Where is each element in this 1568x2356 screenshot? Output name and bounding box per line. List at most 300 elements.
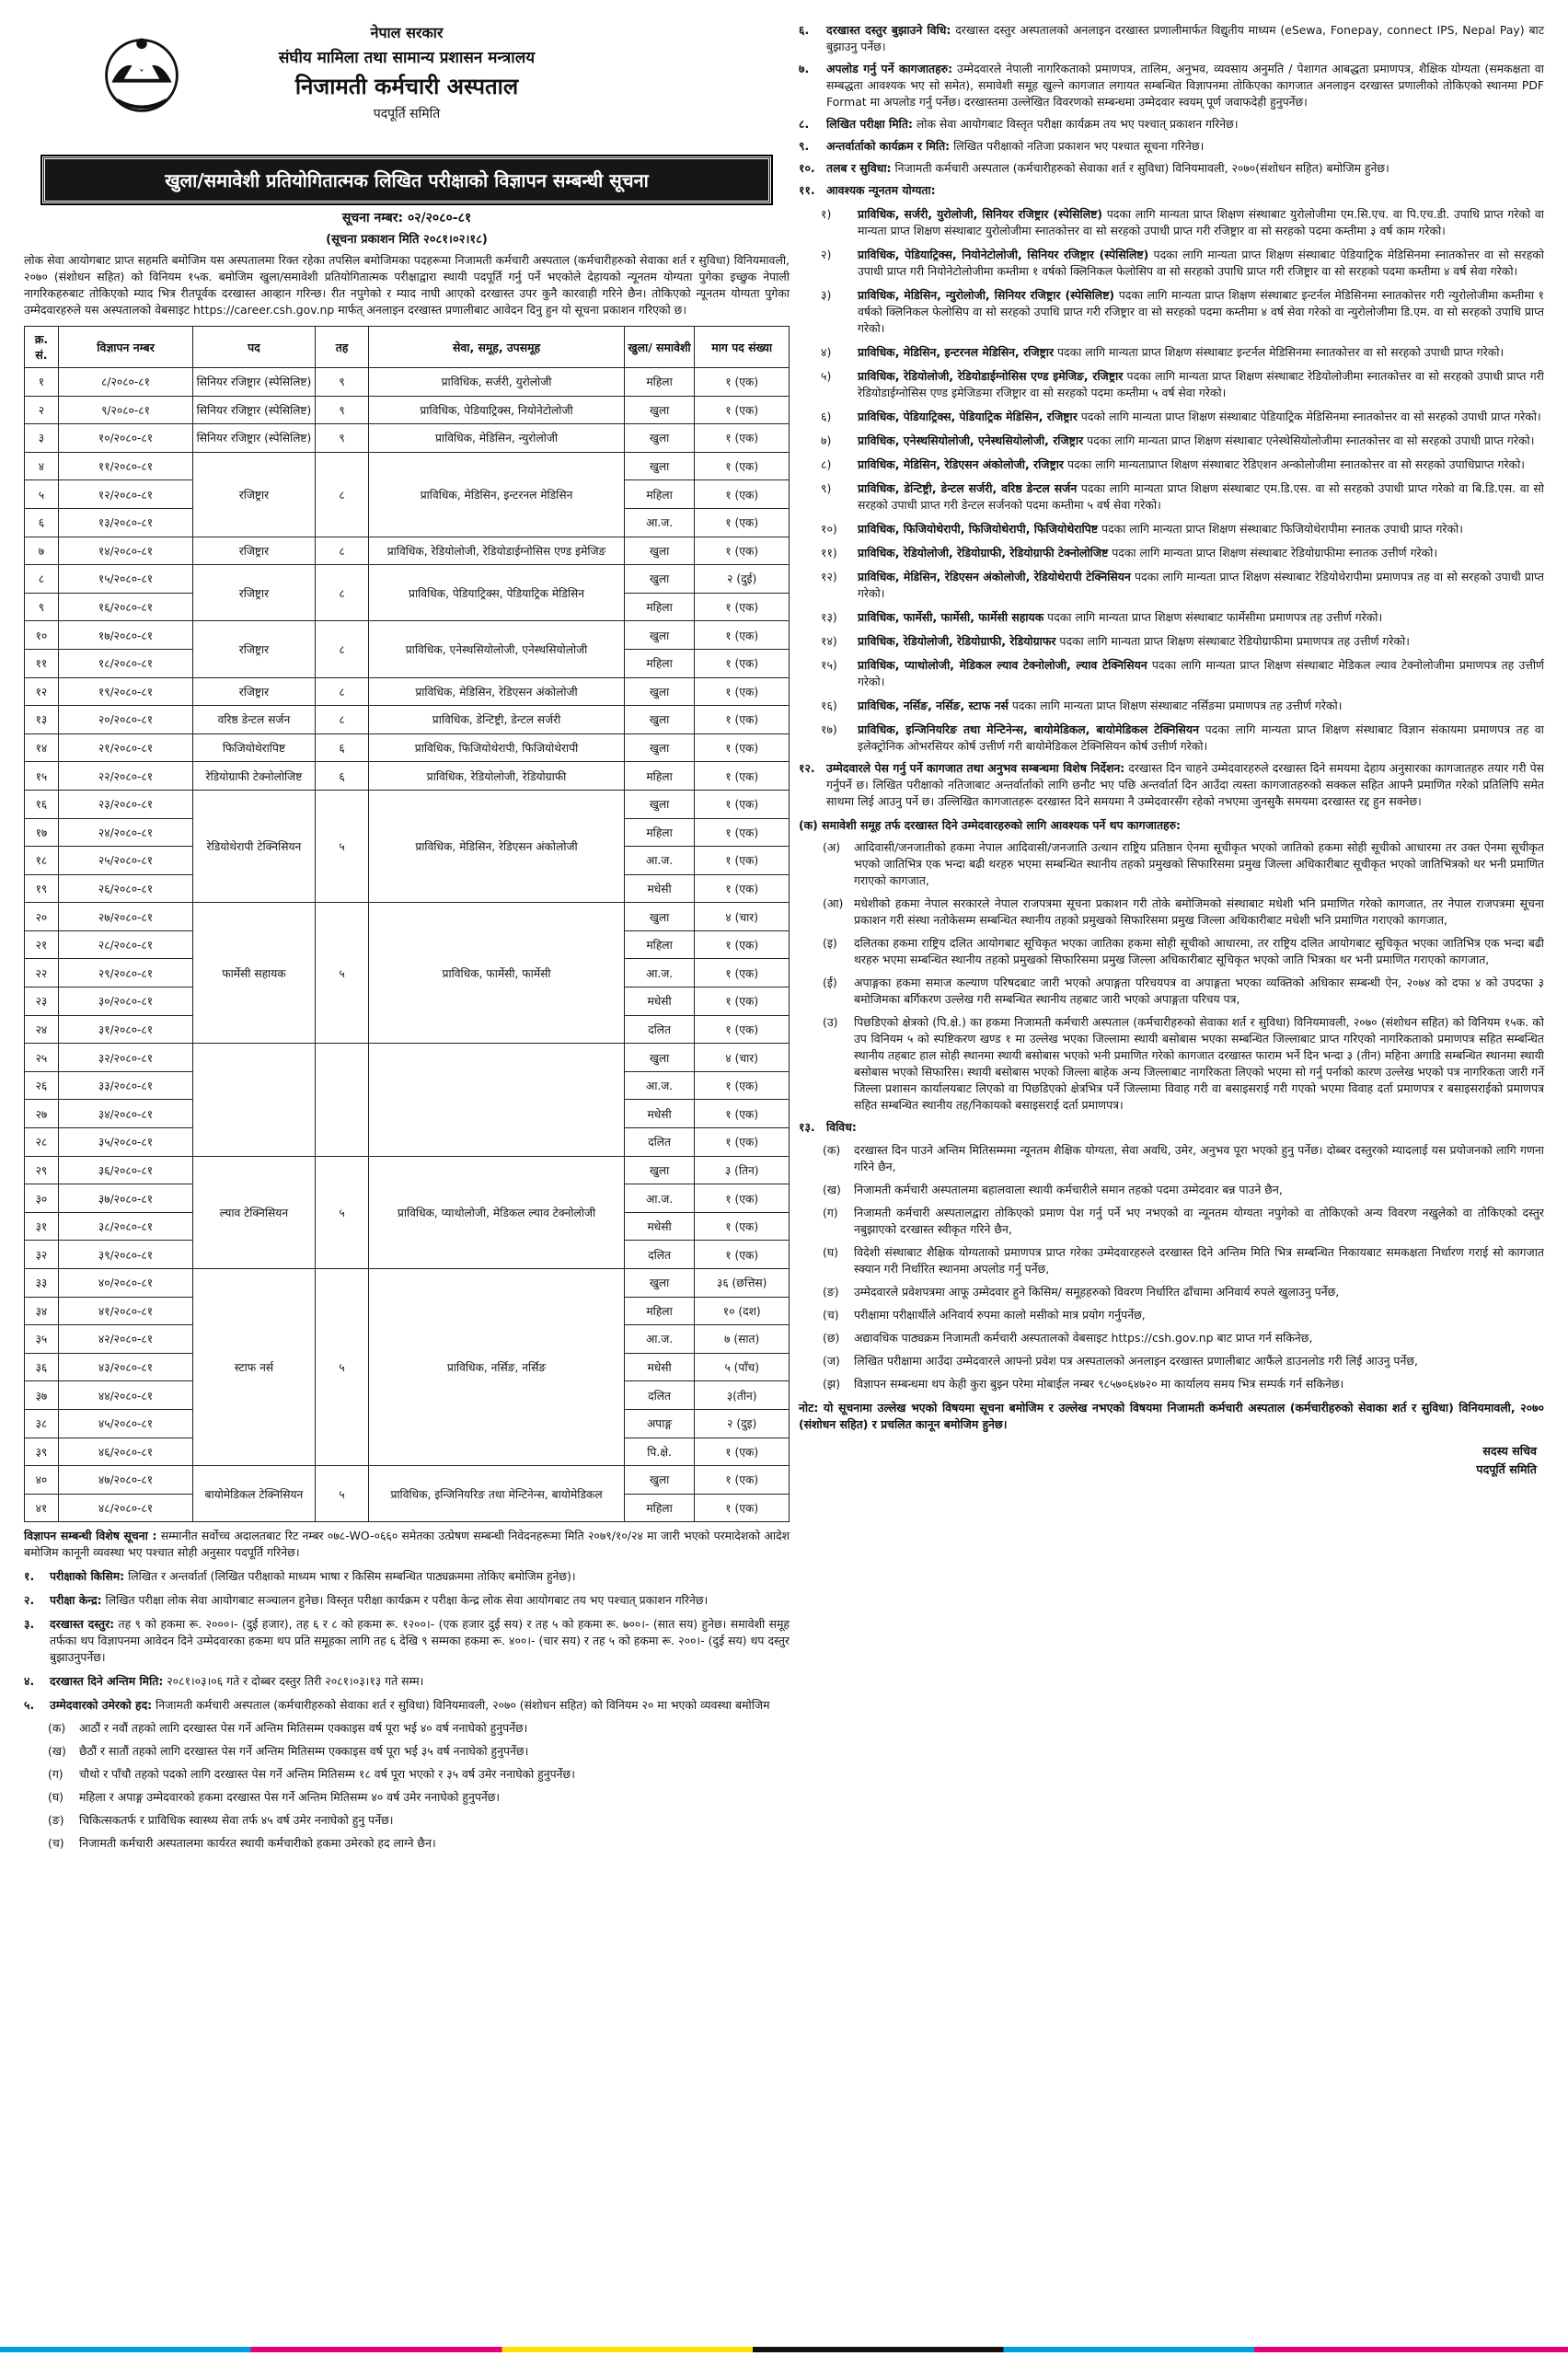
cell-service: प्राविधिक, पेडियाट्रिक्स, पेडियाट्रिक मेडिसिन <box>369 565 624 621</box>
qualification-item <box>799 344 1544 361</box>
footnote: नोट: यो सूचनामा उल्लेख भएको विषयमा सूचना बमोजिम र उल्लेख नभएको विषयमा निजामती कर्मचारी अस्पताल (कर्मचारीहरुको सेवाका शर्त र सुविधा) विनियमावली, २०७० (संशोधन सहित) र प्रचलित कानून बमोजिम हुनेछ। <box>799 1401 1544 1431</box>
cell-post <box>193 1044 316 1156</box>
qualification-item <box>799 609 1544 626</box>
cell-adv-no: १३/२०८०-८१ <box>58 508 192 537</box>
cell-adv-no: ३३/२०८०-८१ <box>58 1071 192 1100</box>
cell-level: ९ <box>315 424 369 453</box>
qualification-text: पदका लागि मान्यता प्राप्त शिक्षण संस्थाबाट इन्टर्नल मेडिसिनमा स्नातकोत्तर गरी न्युरोलोजीमा कम्तीमा १ वर्षको क्लिनिकल फेलोसिप वा सो सरहको उपाधि प्राप्त गरी रजिष्ट्रार वा सो सरहको पदमा कम्तीमा ४ वर्ष सेवा गरेको वा न्युरोलोजीमा डि.एम. वा सो सरहको उपाधि प्राप्त गरेको। <box>858 288 1544 335</box>
cell-group: दलित <box>624 1381 695 1410</box>
cell-sn: २२ <box>25 959 59 987</box>
cell-sn: २८ <box>25 1128 59 1157</box>
cell-adv-no: ८/२०८०-८१ <box>58 368 192 397</box>
header-adv-no: विज्ञापन नम्बर <box>58 327 192 368</box>
cell-sn: ६ <box>25 508 59 537</box>
list-item <box>799 1307 1544 1323</box>
cell-post: रजिष्ट्रार <box>193 537 316 565</box>
qualification-title: प्राविधिक, एनेस्थसियोलोजी, एनेस्थसियोलोजी, रजिष्ट्रार <box>858 433 1084 447</box>
cell-sn: १ <box>25 368 59 397</box>
section-text: तह ९ को हकमा रू. २०००।- (दुई हजार), तह ६ र ८ को हकमा रू. १२००।- (एक हजार दुई सय) र तह ५ को हकमा रू. ७००।- (सात सय) हुनेछ। समावेशी समूह तर्फका थप विज्ञापनमा आवेदन दिने उम्मेदवारका हकमा थप प्रति समूहका लागि तह ६ देखि ९ सम्मका हकमा रू. ४००।- (चार सय) र तह ५ को हकमा रू. २००।- (दुई सय) थप दस्तुर बुझाउनुपर्नेछ। <box>50 1617 790 1665</box>
table-row <box>25 706 790 734</box>
cell-group: महिला <box>624 368 695 397</box>
cell-adv-no: ४२/२०८०-८१ <box>58 1325 192 1354</box>
cell-level: ५ <box>315 1466 369 1522</box>
cell-adv-no: ४७/२०८०-८१ <box>58 1466 192 1495</box>
list-text: विज्ञापन सम्बन्धमा थप केही कुरा बुझ्न परेमा मोबाईल नम्बर ९८५७०६४७२० मा कार्यालय समय भित्र सम्पर्क गर्न सकिनेछ। <box>854 1377 1344 1391</box>
cell-adv-no: ३०/२०८०-८१ <box>58 987 192 1016</box>
cell-count: १० (दश) <box>695 1297 790 1325</box>
qualification-number: १५) <box>821 658 837 672</box>
list-text: दलितका हकमा राष्ट्रिय दलित आयोगबाट सूचिकृत भएका जातिका हकमा सोही सूचीको आधारमा, तर राष्ट्रिय दलित आयोगबाट सूचिकृत भएका जातिभित्र एक भन्दा बढी थरहरु भएमा सम्बन्धित स्थानीय तहको प्रमुखको सिफारिसमा प्रमुख जिल्ला अधिकारीबाट सूचिकृत भएको जाति भित्रका थर भनी प्रमाणित गराएको कागजात, <box>854 936 1544 966</box>
cell-sn: ९ <box>25 593 59 621</box>
cell-sn: २५ <box>25 1044 59 1072</box>
list-marker: (ग) <box>823 1206 838 1219</box>
header-sn: क्र. सं. <box>25 327 59 368</box>
notice-page <box>24 17 1544 2339</box>
cell-sn: ३० <box>25 1184 59 1213</box>
cell-adv-no: ४३/२०८०-८१ <box>58 1353 192 1381</box>
cell-service: प्राविधिक, मेडिसिन, रेडिएसन अंकोलोजी <box>369 677 624 706</box>
list-text: निजामती कर्मचारी अस्पतालमा बहालवाला स्थायी कर्मचारीले समान तहको पदमा उम्मेदवार बन्न पाउने छैन, <box>854 1183 1283 1196</box>
list-marker: (इ) <box>823 936 837 950</box>
cell-service: प्राविधिक, इन्जिनियरिङ तथा मेन्टिनेन्स, बायोमेडिकल <box>369 1466 624 1522</box>
table-row <box>25 452 790 480</box>
cell-count: १ (एक) <box>695 1128 790 1157</box>
cell-post: सिनियर रजिष्ट्रार (स्पेसिलिष्ट) <box>193 368 316 397</box>
cell-adv-no: ९/२०८०-८१ <box>58 396 192 424</box>
section-title: अन्तर्वार्ताको कार्यक्रम र मिति: <box>826 139 951 153</box>
cell-sn: १७ <box>25 818 59 847</box>
qualification-text: पदको लागि मान्यता प्राप्त शिक्षण संस्थाबाट पेडियाट्रिक मेडिसिनमा स्नातकोत्तर वा सो सरहको उपाधी प्राप्त गरेको। <box>1077 410 1541 423</box>
cell-count: १ (एक) <box>695 1438 790 1466</box>
section-text: दरखास्त दिन चाहने उम्मेदवारहरुले दरखास्त दिने समयमा देहाय अनुसारका कागजातहरु तयार गरी पेस गर्नुपर्ने छ। लिखित परीक्षाको नतिजाबाट अन्तर्वार्ताको लागि छनौट भए पछि अन्तर्वार्ता दिन आउँदा त्यस्ता कागजातहरुको सक्कल सहित आफ्नै प्रमाणित गरेको प्रतिलिपि समेत साथमा लिई आउनु पर्ने छ। उल्लिखित कागजातहरू दरखास्त दिने समयमा नै उम्मेदवारसँग रहेको नभएमा जुनसुकै समयमा दरखास्त रद्द हुन सक्नेछ। <box>826 761 1544 808</box>
cell-post: रेडियोथेरापी टेक्निसियन <box>193 790 316 902</box>
section-title: परीक्षा केन्द्र: <box>50 1593 102 1608</box>
cell-sn: ३६ <box>25 1353 59 1381</box>
section-number: ७. <box>799 62 810 75</box>
section-text: दरखास्त दस्तुर अस्पतालको अनलाइन दरखास्त प्रणालीमार्फत विद्युतीय माध्यम (eSewa, Fonepay, connect IPS, Nepal Pay) बाट बुझाउनु पर्नेछ। <box>826 23 1544 53</box>
cell-level: ८ <box>315 565 369 621</box>
qualification-number: १४) <box>821 634 837 648</box>
qualification-title: प्राविधिक, मेडिसिन, रेडिएसन अंकोलोजी, रजिष्ट्रार <box>858 457 1064 471</box>
qualification-title: प्राविधिक, रेडियोलोजी, रेडियोडाईग्नोसिस एण्ड इमेजिङ, रजिष्ट्रार <box>858 369 1124 383</box>
cell-count: १ (एक) <box>695 368 790 397</box>
cell-sn: १८ <box>25 847 59 875</box>
cell-sn: २९ <box>25 1156 59 1184</box>
section-text: लोक सेवा आयोगबाट विस्तृत परीक्षा कार्यक्रम तय भए पश्चात् प्रकाशन गरिनेछ। <box>912 117 1239 131</box>
cell-count: १ (एक) <box>695 1100 790 1128</box>
qualification-number: १२) <box>821 570 837 583</box>
cell-count: १ (एक) <box>695 677 790 706</box>
qualification-number: ७) <box>821 433 832 447</box>
misc-list <box>799 1142 1544 1392</box>
cell-count: ३ (तिन) <box>695 1156 790 1184</box>
cell-group: आ.ज. <box>624 508 695 537</box>
cell-level <box>315 1044 369 1156</box>
cell-sn: २६ <box>25 1071 59 1100</box>
list-marker: (च) <box>823 1308 839 1322</box>
cell-post: बायोमेडिकल टेक्निसियन <box>193 1466 316 1522</box>
cell-sn: २ <box>25 396 59 424</box>
cell-group: मधेसी <box>624 874 695 903</box>
qualification-text: पदका लागि मान्यता प्राप्त शिक्षण संस्थाबाट एम.डि.एस. वा सो सरहको उपाधी प्राप्त गरेको वा बि.डि.एस. वा सो सरहको उपाधी प्राप्त गरी डेन्टल सर्जनको पदमा कम्तीमा ५ वर्ष सेवा गरेको। <box>858 481 1545 512</box>
cell-adv-no: ३८/२०८०-८१ <box>58 1212 192 1241</box>
publication-date: (सूचना प्रकाशन मिति २०८१।०२।१८) <box>326 233 488 247</box>
cell-service: प्राविधिक, फिजियोथेरापी, फिजियोथेरापी <box>369 733 624 762</box>
table-row <box>25 537 790 565</box>
cell-adv-no: ३६/२०८०-८१ <box>58 1156 192 1184</box>
qualification-item <box>799 368 1544 401</box>
cell-level: ५ <box>315 790 369 902</box>
cell-service: प्राविधिक, रेडियोलोजी, रेडियोडाईग्नोसिस एण्ड इमेजिङ <box>369 537 624 565</box>
cell-adv-no: ४१/२०८०-८१ <box>58 1297 192 1325</box>
cell-service: प्राविधिक, डेन्टिष्ट्री, डेन्टल सर्जरी <box>369 706 624 734</box>
cell-group: खुला <box>624 452 695 480</box>
cell-count: १ (एक) <box>695 537 790 565</box>
section-text: उम्मेदवारले नेपाली नागरिकताको प्रमाणपत्र, तालिम, अनुभव, व्यवसाय अनुमति / पेशागत आबद्धता प्रमाणपत्र, शैक्षिक योग्यता (समकक्षता वा सम्बद्धता आवश्यक भए सो समेत), समावेशी समूह खुल्ने कागजात लगायत सम्बन्धित विज्ञापनमा तोकिएका कागजात अनलाइन दरखास्त प्रणालीको तोकिएको स्थानमा PDF Format मा अपलोड गर्नु पर्नेछ। दरखास्तमा उल्लेखित विवरणको सम्बन्धमा उम्मेदवार स्वयम् पूर्ण जवाफदेही हुनुपर्नेछ। <box>826 62 1544 109</box>
cell-post: रजिष्ट्रार <box>193 621 316 677</box>
cell-level: ५ <box>315 903 369 1044</box>
list-text: महिला र अपाङ्ग उम्मेदवारको हकमा दरखास्त पेस गर्ने अन्तिम मितिसम्म ४० वर्ष उमेर ननाघेको हुनुपर्नेछ। <box>79 1790 501 1805</box>
cell-service <box>369 1044 624 1156</box>
list-marker: (ङ) <box>48 1813 64 1828</box>
section-title: विविध: <box>826 1120 857 1134</box>
qualification-number: १६) <box>821 699 837 712</box>
cell-group: आ.ज. <box>624 1325 695 1354</box>
section-title: तलब र सुविधा: <box>826 161 892 175</box>
cell-post: स्टाफ नर्स <box>193 1269 316 1466</box>
list-text: विदेशी संस्थाबाट शैक्षिक योग्यताको प्रमाणपत्र प्राप्त गरेका उम्मेदवारहरुले दरखास्त दिने अन्तिम मिति भित्र सम्बन्धित निकायबाट समकक्षता निर्धारण गराई सो कागजात स्क्यान गरी निर्धारित स्थानमा अपलोड गर्नु पर्नेछ, <box>854 1245 1544 1276</box>
list-item <box>799 1182 1544 1198</box>
section-item <box>799 116 1544 133</box>
cell-post: वरिष्ठ डेन्टल सर्जन <box>193 706 316 734</box>
list-marker: (क) <box>48 1721 66 1736</box>
cell-group: आ.ज. <box>624 1184 695 1213</box>
list-marker: (छ) <box>823 1331 840 1345</box>
qualification-number: ८) <box>821 457 832 471</box>
cell-sn: ७ <box>25 537 59 565</box>
cell-count: १ (एक) <box>695 1241 790 1269</box>
cell-count: १ (एक) <box>695 1071 790 1100</box>
section-title: दरखास्त दस्तुर बुझाउने विधि: <box>826 23 951 37</box>
cell-count: ४ (चार) <box>695 903 790 931</box>
list-text: लिखित परीक्षामा आउँदा उम्मेदवारले आफ्नो प्रवेश पत्र अस्पतालको अनलाइन दरखास्त प्रणालीबाट आफैंले डाउनलोड गरी लिई आउनु पर्नेछ, <box>854 1354 1418 1368</box>
cell-count: १ (एक) <box>695 790 790 818</box>
cell-sn: ४० <box>25 1466 59 1495</box>
qualification-item <box>799 698 1544 714</box>
section-item <box>799 61 1544 110</box>
qualification-item <box>799 247 1544 280</box>
header-group: खुला/ समावेशी <box>624 327 695 368</box>
cell-group: महिला <box>624 649 695 677</box>
section-item <box>799 22 1544 55</box>
cell-sn: २७ <box>25 1100 59 1128</box>
cell-count: ५ (पाँच) <box>695 1353 790 1381</box>
cell-group: अपाङ्ग <box>624 1409 695 1438</box>
section-number: १०. <box>799 161 815 175</box>
list-item <box>799 895 1544 929</box>
cell-group: खुला <box>624 706 695 734</box>
cell-level: ८ <box>315 621 369 677</box>
cell-sn: ३३ <box>25 1269 59 1298</box>
qualification-number: ११) <box>821 546 837 560</box>
list-marker: (ई) <box>823 976 837 989</box>
table-row <box>25 1269 790 1298</box>
qualification-text: पदका लागि मान्यता प्राप्त शिक्षण संस्थाबाट फार्मेसीमा प्रमाणपत्र तह उत्तीर्ण गरेको। <box>1043 610 1383 624</box>
vacancy-table <box>24 326 790 1522</box>
cell-group: दलित <box>624 1241 695 1269</box>
cell-adv-no: ४४/२०८०-८१ <box>58 1381 192 1410</box>
qualification-title: प्राविधिक, पेडियाट्रिक्स, नियोनेटोलोजी, सिनियर रजिष्ट्रार (स्पेसिलिष्ट) <box>858 248 1149 261</box>
section-item <box>799 182 1544 199</box>
list-text: पिछडिएको क्षेत्रको (पि.क्षे.) का हकमा निजामती कर्मचारी अस्पताल (कर्मचारीहरुको सेवाका शर्त र सुविधा) विनियमावली, २०७० (संशोधन सहित) को विनियम १५क. को उप विनियम ५ को स्पष्टिकरण खण्ड १ मा उल्लेख भएका जिल्लामा स्थायी बसोबास भएका सम्बन्धित जिल्लाबाट प्राप्त गरिएको नागरिकताको प्रमाणपत्र सहित सम्बन्धित स्थानीय तहबाट हाल सोही स्थानमा स्थायी बसोबास भएको भनी प्रमाणित गरेको कागजात दरखास्त फाराम भर्ने दिन भन्दा ३ (तीन) महिना अगाडि सम्बन्धित स्थानमा स्थायी बसोबास भएको सिफारिस। स्थायी बसोबास भएको जिल्ला बाहेक अन्य जिल्लाबाट नागरिकता लिएको भएमा सो गर्नु पर्नाको कारण उल्लेख भएको पत्र नागरिकता जारी गर्ने जिल्ला प्रशासन कार्यालयबाट लिएको वा पिछडिएको क्षेत्रभित्र पर्ने जिल्लामा विवाह गरी वा बसाइसराई गरी गएको भएमा विवाह दर्ता प्रमाणपत्र र बसाइसराईको प्रमाणपत्र सहित सम्बन्धित स्थानीय तह/निकायको बसाइसराई दर्ता प्रमाणपत्र। <box>854 1015 1544 1112</box>
qualification-text: पदका लागि मान्यता प्राप्त शिक्षण संस्थाबाट फिजियोथेरापीमा स्नातक उपाधी प्राप्त गरेको। <box>1098 522 1463 536</box>
cell-group: आ.ज. <box>624 959 695 987</box>
qualification-text: पदका लागि मान्यता प्राप्त शिक्षण संस्थाबाट इन्टर्नल मेडिसिनमा स्नातकोत्तर वा सो सरहको उपाधी प्राप्त गरेको। <box>1054 345 1505 359</box>
cell-group: महिला <box>624 818 695 847</box>
table-row <box>25 733 790 762</box>
section-text: लिखित परीक्षाको नतिजा प्रकाशन भए पश्चात सूचना गरिनेछ। <box>950 139 1205 153</box>
qualification-text: पदका लागि मान्यता प्राप्त शिक्षण संस्थाबाट रेडियोलोजीमा स्नातकोत्तर वा सो सरहको उपाधी प्राप्त गरी रेडियोडाईग्नोसिस एण्ड इमेजिङमा रजिष्ट्रार वा सो सरहको पदमा कम्तीमा ५ वर्ष सेवा गरेको। <box>858 369 1544 399</box>
cell-count: २ (दुइ) <box>695 1409 790 1438</box>
cell-service: प्राविधिक, सर्जरी, युरोलोजी <box>369 368 624 397</box>
cell-post: फिजियोथेरापिष्ट <box>193 733 316 762</box>
cell-group: महिला <box>624 762 695 791</box>
list-item <box>24 1835 790 1852</box>
cell-service: प्राविधिक, एनेस्थसियोलोजी, एनेस्थसियोलोजी <box>369 621 624 677</box>
cell-adv-no: १९/२०८०-८१ <box>58 677 192 706</box>
cell-post: सिनियर रजिष्ट्रार (स्पेसिलिष्ट) <box>193 396 316 424</box>
qualification-title: प्राविधिक, रेडियोलोजी, रेडियोग्राफी, रेडियोग्राफर <box>858 634 1056 648</box>
intro-paragraph: लोक सेवा आयोगबाट प्राप्त सहमति बमोजिम यस अस्पतालमा रिक्त रहेका तपसिल बमोजिमका पदहरूमा निजामती कर्मचारी अस्पताल (कर्मचारीहरुको सेवाका शर्त र सुविधा) विनियमावली, २०७० (संशोधन सहित) को विनियम १५क. बमोजिम खुला/समावेशी प्रतियोगितात्मक परीक्षाद्वारा स्थायी पदपूर्ति गर्नु पर्ने भएकोले देहायको न्यूनतम योग्यता पुगेका इच्छुक नेपाली नागरिकहरुबाट तोकिएको म्याद भित्र रीतपूर्वक दरखास्त आव्हान गरिन्छ। रीत नपुगेको र म्याद नाघी आएको दरखास्त उपर कुनै कारवाही गरिने छैन। तोकिएको न्यूनतम योग्यता पुगेका उम्मेदवारहरुले यस अस्पतालको वेबसाइट https://career.csh.gov.np मार्फत् अनलाइन दरखास्त प्रणालीबाट आवेदन दिनु हुन यो सूचना प्रकाशन गरिएको छ। <box>24 253 790 317</box>
signatory-role: सदस्य सचिव <box>1482 1444 1537 1458</box>
section-text: २०८१।०३।०६ गते र दोब्बर दस्तुर तिरी २०८१।०३।१३ गते सम्म। <box>163 1674 424 1689</box>
cell-group: महिला <box>624 593 695 621</box>
cell-service: प्राविधिक, मेडिसिन, इन्टरनल मेडिसिन <box>369 452 624 537</box>
cell-group: मधेसी <box>624 1212 695 1241</box>
print-color-bar <box>0 2347 1568 2352</box>
section-number: ९. <box>799 139 810 153</box>
qualification-item <box>799 206 1544 239</box>
list-item <box>799 1014 1544 1114</box>
cell-adv-no: २१/२०८०-८१ <box>58 733 192 762</box>
cell-adv-no: ३५/२०८०-८१ <box>58 1128 192 1157</box>
list-item <box>24 1789 790 1806</box>
table-header-row <box>25 327 790 368</box>
qualification-number: ३) <box>821 288 832 302</box>
cell-sn: ३२ <box>25 1241 59 1269</box>
cell-group: खुला <box>624 790 695 818</box>
section-item <box>24 1592 790 1609</box>
list-item <box>799 1330 1544 1346</box>
cell-sn: ११ <box>25 649 59 677</box>
cell-group: आ.ज. <box>624 1071 695 1100</box>
cell-post: रजिष्ट्रार <box>193 452 316 537</box>
qualification-text: पदका लागि मान्यता प्राप्त शिक्षण संस्थाबाट रेडियोग्राफीमा प्रमाणपत्र तह उत्तीर्ण गरेको। <box>1055 634 1410 648</box>
gov-name: नेपाल सरकार <box>370 24 444 41</box>
cell-adv-no: २०/२०८०-८१ <box>58 706 192 734</box>
section-text: निजामती कर्मचारी अस्पताल (कर्मचारीहरुको सेवाका शर्त र सुविधा) विनियमावली, २०७०(संशोधन सहित) बमोजिम हुनेछ। <box>891 161 1389 175</box>
section-number: १३. <box>799 1120 815 1134</box>
table-row <box>25 424 790 453</box>
cell-service: प्राविधिक, मेडिसिन, न्युरोलोजी <box>369 424 624 453</box>
list-text: निजामती कर्मचारी अस्पतालमा कार्यरत स्थायी कर्मचारीको हकमा उमेरको हद लाग्ने छैन। <box>79 1836 436 1851</box>
cell-service: प्राविधिक, मेडिसिन, रेडिएसन अंकोलोजी <box>369 790 624 902</box>
section-item <box>24 1673 790 1690</box>
list-item <box>799 1244 1544 1277</box>
section-number: १. <box>24 1569 35 1584</box>
cell-group: मधेसी <box>624 1353 695 1381</box>
cell-level: ६ <box>315 762 369 791</box>
qualification-item <box>799 521 1544 537</box>
cell-sn: १५ <box>25 762 59 791</box>
hospital-name: निजामती कर्मचारी अस्पताल <box>294 74 519 99</box>
qualification-title: प्राविधिक, प्याथोलोजी, मेडिकल ल्याव टेक्नोलोजी, ल्याव टेक्निसियन <box>858 658 1147 672</box>
ministry-name: संघीय मामिला तथा सामान्य प्रशासन मन्त्रालय <box>278 49 536 67</box>
cell-count: १ (एक) <box>695 621 790 650</box>
cell-group: खुला <box>624 537 695 565</box>
cell-sn: १९ <box>25 874 59 903</box>
cell-sn: १० <box>25 621 59 650</box>
left-column <box>24 17 790 2339</box>
qualification-title: प्राविधिक, इन्जिनियरिङ तथा मेन्टिनेन्स, बायोमेडिकल, बायोमेडिकल टेक्निसियन <box>858 722 1199 736</box>
cell-sn: २१ <box>25 930 59 959</box>
list-text: दरखास्त दिन पाउने अन्तिम मितिसम्ममा न्यूनतम शैक्षिक योग्यता, सेवा अवधि, उमेर, अनुभव पूरा भएको हुनु पर्नेछ। दोब्बर दस्तुरको म्यादलाई यस प्रयोजनको लागि गणना गरिने छैन, <box>854 1143 1544 1173</box>
cell-group: खुला <box>624 621 695 650</box>
cell-adv-no: २२/२०८०-८१ <box>58 762 192 791</box>
cell-sn: २० <box>25 903 59 931</box>
section-number: ८. <box>799 117 810 131</box>
cell-group: दलित <box>624 1128 695 1157</box>
list-item <box>24 1743 790 1760</box>
cell-adv-no: ३२/२०८०-८१ <box>58 1044 192 1072</box>
header-level: तह <box>315 327 369 368</box>
cell-count: १ (एक) <box>695 508 790 537</box>
qualification-title: प्राविधिक, रेडियोलोजी, रेडियोग्राफी, रेडियोग्राफी टेक्नोलोजिष्ट <box>858 546 1109 560</box>
cell-count: १ (एक) <box>695 762 790 791</box>
qualification-title: प्राविधिक, डेन्टिष्ट्री, डेन्टल सर्जरी, वरिष्ठ डेन्टल सर्जन <box>858 481 1078 495</box>
qualification-item <box>799 433 1544 449</box>
header-post: पद <box>193 327 316 368</box>
cell-group: मधेसी <box>624 987 695 1016</box>
list-item <box>799 935 1544 968</box>
cell-sn: १२ <box>25 677 59 706</box>
special-notice-label: विज्ञापन सम्बन्धी विशेष सूचना : <box>24 1529 157 1543</box>
list-marker: (घ) <box>48 1790 63 1805</box>
qualification-text: पदका लागि मान्यता प्राप्त शिक्षण संस्थाबाट नर्सिङमा प्रमाणपत्र तह उत्तीर्ण गरेको। <box>1008 699 1343 712</box>
section-number: ३. <box>24 1617 35 1632</box>
qualification-number: १०) <box>821 522 837 536</box>
qualification-text: पदका लागि मान्यता प्राप्त शिक्षण संस्थाबाट रेडियोथेरापीमा प्रमाणपत्र तह वा सो सरहको उपाधी प्राप्त गरेको। <box>858 570 1544 600</box>
cell-post: रजिष्ट्रार <box>193 677 316 706</box>
section-title: उम्मेदवारले पेस गर्नु पर्ने कागजात तथा अनुभव सम्बन्धमा विशेष निर्देशन: <box>826 761 1125 775</box>
header-service: सेवा, समूह, उपसमूह <box>369 327 624 368</box>
inclusive-docs-heading: (क) समावेशी समूह तर्फ दरखास्त दिने उम्मेदवारहरुको लागि आवश्यक पर्ने थप कागजातहरु: <box>799 818 1181 832</box>
qualification-item <box>799 633 1544 650</box>
list-marker: (च) <box>48 1836 64 1851</box>
cell-level: ५ <box>315 1269 369 1466</box>
cell-adv-no: ४५/२०८०-८१ <box>58 1409 192 1438</box>
cell-adv-no: ३१/२०८०-८१ <box>58 1015 192 1044</box>
list-marker: (ङ) <box>823 1285 839 1299</box>
cell-adv-no: ३७/२०८०-८१ <box>58 1184 192 1213</box>
committee-name: पदपूर्ति समिति <box>373 107 441 121</box>
list-item <box>799 1284 1544 1300</box>
cell-count: १ (एक) <box>695 396 790 424</box>
cell-sn: २४ <box>25 1015 59 1044</box>
cell-adv-no: ४०/२०८०-८१ <box>58 1269 192 1298</box>
qualification-number: ५) <box>821 369 832 383</box>
list-marker: (ख) <box>48 1744 66 1759</box>
cell-group: महिला <box>624 930 695 959</box>
section-title: उम्मेदवारको उमेरको हद: <box>50 1698 153 1713</box>
list-text: चौथो र पाँचौ तहको पदको लागि दरखास्त पेस गर्ने अन्तिम मितिसम्म १८ वर्ष पूरा भएको र ३५ वर्ष उमेर ननाघेको हुनुपर्नेछ। <box>79 1767 575 1782</box>
cell-service: प्राविधिक, नर्सिङ, नर्सिङ <box>369 1269 624 1466</box>
qualification-item <box>799 722 1544 755</box>
qualification-text: पदका लागि मान्यता प्राप्त शिक्षण संस्थाबाट मेडिकल ल्याव टेक्नोलोजीमा प्रमाणपत्र तह उत्तीर्ण गरेको। <box>858 658 1544 688</box>
cell-post: फार्मेसी सहायक <box>193 903 316 1044</box>
list-item <box>799 1142 1544 1175</box>
cell-sn: ८ <box>25 565 59 594</box>
list-text: अपाङ्गका हकमा समाज कल्याण परिषदबाट जारी भएको अपाङ्गता परिचयपत्र वा अपाङ्गता भएका व्यक्तिको अधिकार सम्बन्धी ऐन, २०७४ को दफा ४ को उपदफा ३ बमोजिमका बर्गिकरण उल्लेख गरी सम्बन्धित स्थानीय तहबाट जारी भएको अपाङ्गता परिचय पत्र, <box>854 976 1544 1006</box>
section-title: दरखास्त दिने अन्तिम मिति: <box>50 1674 164 1689</box>
cell-adv-no: २९/२०८०-८१ <box>58 959 192 987</box>
cell-group: खुला <box>624 903 695 931</box>
qualification-text: पदका लागि मान्यता प्राप्त शिक्षण संस्थाबाट रेडियोग्राफीमा स्नातक उत्तीर्ण गरेको। <box>1108 546 1438 560</box>
list-marker: (ख) <box>823 1183 841 1196</box>
cell-group: आ.ज. <box>624 847 695 875</box>
cell-count: १ (एक) <box>695 1015 790 1044</box>
cell-count: १ (एक) <box>695 649 790 677</box>
cell-group: खुला <box>624 396 695 424</box>
nepal-emblem-icon <box>98 29 186 118</box>
table-row <box>25 903 790 931</box>
cell-adv-no: १६/२०८०-८१ <box>58 593 192 621</box>
qualification-number: १३) <box>821 610 837 624</box>
list-text: चिकित्सकतर्फ र प्राविधिक स्वास्थ्य सेवा तर्फ ४५ वर्ष उमेर ननाघेको हुनु पर्नेछ। <box>79 1813 394 1828</box>
qualification-title: प्राविधिक, फिजियोथेरापी, फिजियोथेरापी, फिजियोथेरापिष्ट <box>858 522 1099 536</box>
cell-count: १ (एक) <box>695 452 790 480</box>
right-column <box>799 17 1544 2339</box>
table-row <box>25 1044 790 1072</box>
qualification-number: १) <box>821 207 832 221</box>
cell-level: ८ <box>315 677 369 706</box>
list-marker: (घ) <box>823 1245 838 1259</box>
cell-level: ८ <box>315 452 369 537</box>
qualification-text: पदका लागि मान्यता प्राप्त शिक्षण संस्थाबाट विज्ञान संकायमा प्रमाणपत्र तह वा इलेक्ट्रोनिक ओभरसियर कोर्ष उत्तीर्ण गरी बायोमेडिकल टेक्निसियन कोर्ष उत्तीर्ण गरेको। <box>858 722 1544 753</box>
cell-group: मधेसी <box>624 1100 695 1128</box>
list-marker: (झ) <box>823 1377 841 1391</box>
cell-group: खुला <box>624 1269 695 1298</box>
cell-level: ८ <box>315 706 369 734</box>
table-row <box>25 368 790 397</box>
cell-count: १ (एक) <box>695 733 790 762</box>
section-text: लिखित र अन्तर्वार्ता (लिखित परीक्षाको माध्यम भाषा र किसिम सम्बन्धित पाठ्यक्रममा तोकिए बमोजिम हुनेछ)। <box>124 1569 576 1584</box>
qualification-item <box>799 456 1544 473</box>
section-number: ५. <box>24 1698 35 1713</box>
cell-level: ८ <box>315 537 369 565</box>
cell-service: प्राविधिक, प्याथोलोजी, मेडिकल ल्याव टेक्नोलोजी <box>369 1156 624 1268</box>
list-text: परीक्षामा परीक्षार्थीले अनिवार्य रुपमा कालो मसीको मात्र प्रयोग गर्नुपर्नेछ, <box>854 1308 1146 1322</box>
cell-adv-no: १८/२०८०-८१ <box>58 649 192 677</box>
list-text: आठौं र नवौं तहको लागि दरखास्त पेस गर्ने अन्तिम मितिसम्म एक्काइस वर्ष पूरा भई ४० वर्ष ननाघेको हुनुपर्नेछ। <box>79 1721 528 1736</box>
cell-adv-no: १७/२०८०-८१ <box>58 621 192 650</box>
section-title: अपलोड गर्नु पर्ने कागजातहरु: <box>826 62 953 75</box>
cell-post: ल्याव टेक्निसियन <box>193 1156 316 1268</box>
table-row <box>25 1466 790 1495</box>
cell-count: ३(तीन) <box>695 1381 790 1410</box>
section-item <box>24 1568 790 1585</box>
cell-adv-no: २६/२०८०-८१ <box>58 874 192 903</box>
